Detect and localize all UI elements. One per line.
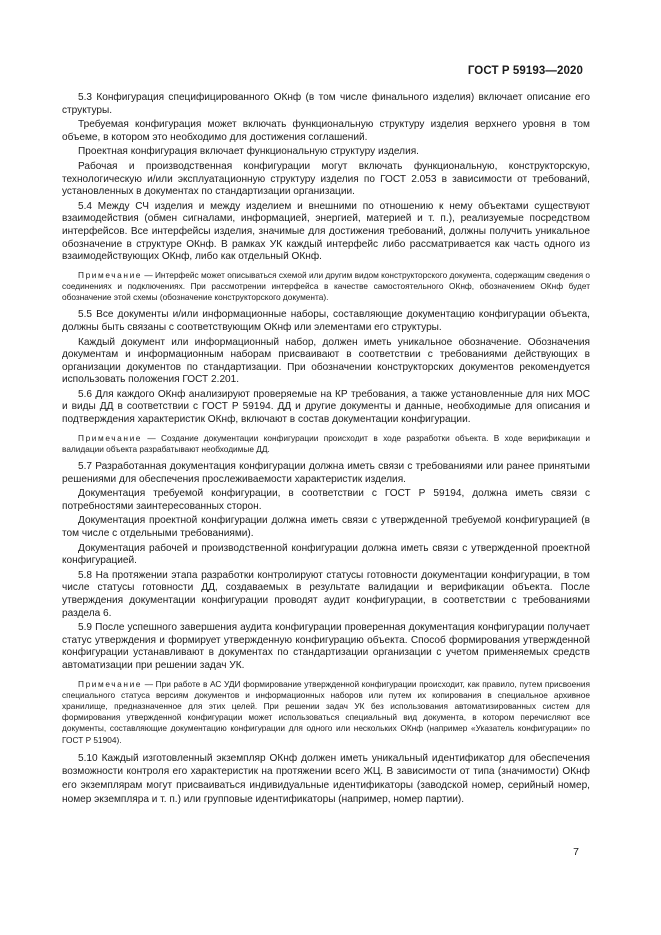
document-body [62, 92, 590, 806]
paragraph-5-3: 5.3 Конфигурация специфицированного ОКнф (в том числе финального изделия) включает описание его структуры. [62, 92, 590, 116]
note-label: Примечание [78, 432, 143, 443]
paragraph: Каждый документ или информационный набор, должен иметь уникальное обозначение. Обозначения документам и информационным наборам присваивают в соответствии с требованиями действующих в организации документов по стандартизации. При обозначении конструкторских документов рекомендуется использовать положения ГОСТ 2.201. [62, 336, 590, 386]
paragraph: Проектная конфигурация включает функциональную структуру изделия. [78, 146, 419, 158]
note-text: — При работе в АС УДИ формирование утвержденной конфигурации происходит, как правило, путем присвоения специального статуса версиям документов и информационных наборов или путем их копирования в специальное архивное хранилище, предназначенное для этих целей. При решении задач УК без использования автоматизированных систем для формирования утвержденной конфигурации может использоваться специальный вид документа, в котором перечисляют все документы, составляющие документацию конфигурации для одного или нескольких ОКнф (например «Указатель конфигурации» по ГОСТ Р 51904). [62, 678, 590, 745]
paragraph-5-10: 5.10 Каждый изготовленный экземпляр ОКнф должен иметь уникальный идентификатор для обеспечения возможности контроля его характеристик на протяжении всего ЖЦ. В зависимости от типа (значимости) ОКнф его экземплярам могут присваиваться индивидуальные идентификаторы (заводской номер, серийный номер, номер экземпляра и т. п.) или групповые идентификаторы (например, номер партии). [62, 752, 590, 805]
note [62, 270, 590, 304]
paragraph: Документация требуемой конфигурации, в соответствии с ГОСТ Р 59194, должна иметь связи с потребностями заинтересованных сторон. [62, 488, 590, 512]
paragraph: Документация проектной конфигурации должна иметь связи с утвержденной требуемой конфигурацией (в том числе с отдельными требованиями). [62, 515, 590, 540]
paragraph: Документация рабочей и производственной конфигурации должна иметь связи с утвержденной проектной конфигурацией. [62, 542, 590, 567]
paragraph-5-4: 5.4 Между СЧ изделия и между изделием и внешними по отношению к нему объектами существуют взаимодействия (обмен сигналами, информацией, энергией, материей и т. п.), реализуемые посредством интерфейсов. Все интерфейсы изделия, значимые для достижения требований, должны получить уникальное обозначение в структуре ОКнф. В рамках УК каждый интерфейс либо рассматривается как часть одного из взаимодействующих ОКнф, либо как отдельный ОКнф. [62, 200, 590, 263]
paragraph: Требуемая конфигурация может включать функциональную структуру изделия верхнего уровня в том объеме, в котором это необходимо для достижения соглашений. [62, 119, 590, 143]
note [62, 679, 590, 746]
paragraph-5-9: 5.9 После успешного завершения аудита конфигурации проверенная документация конфигурации получает статус утверждения и формирует утвержденную конфигурацию объекта. Способ формирования утвержденной конфигурации устанавливают в документах по стандартизации организации с учетом применяемых средств автоматизации при решении задач УК. [62, 622, 590, 671]
note [62, 433, 590, 455]
paragraph-5-6: 5.6 Для каждого ОКнф анализируют проверяемые на КР требования, а также установленные для них МОС и виды ДД в соответствии с ГОСТ Р 59194. ДД и другие документы и данные, необходимые для описания и подтверждения характеристик ОКнф, включают в состав документации конфигурации. [62, 388, 590, 426]
note-label: Примечание [78, 269, 143, 280]
page-number: 7 [573, 846, 579, 858]
paragraph-5-7: 5.7 Разработанная документация конфигурации должна иметь связи с требованиями или ранее принятыми решениями для обеспечения прослеживаемости характеристик изделия. [62, 461, 590, 485]
standard-header: ГОСТ Р 59193—2020 [467, 65, 583, 77]
note-text: — Создание документации конфигурации происходит в ходе разработки объекта. В ходе верификации и валидации объекта разрабатывают необходимые ДД. [62, 432, 590, 454]
note-text: — Интерфейс может описываться схемой или другим видом конструкторского документа, содержащим сведения о соединениях и подключениях. При рассмотрении интерфейса в качестве самостоятельного ОКнф, обозначением ОКнф будет обозначение этой схемы (обозначение конструкторского документа). [62, 269, 590, 303]
paragraph: Рабочая и производственная конфигурации могут включать функциональную, конструкторскую, технологическую и/или эксплуатационную структуру изделия по ГОСТ 2.053 в зависимости от требований, установленных в документах по стандартизации организации. [62, 160, 590, 198]
note-label: Примечание [78, 678, 143, 689]
paragraph-5-5: 5.5 Все документы и/или информационные наборы, составляющие документацию конфигурации объекта, должны быть связаны с соответствующим ОКнф или элементами его структуры. [62, 309, 590, 333]
paragraph-5-8: 5.8 На протяжении этапа разработки контролируют статусы готовности документации конфигурации, в том числе статусы готовности ДД, создаваемых в результате валидации и верификации объекта. После утверждения документации конфигурации проводят аудит конфигурации, в соответствии с требованиями раздела 6. [62, 569, 590, 619]
